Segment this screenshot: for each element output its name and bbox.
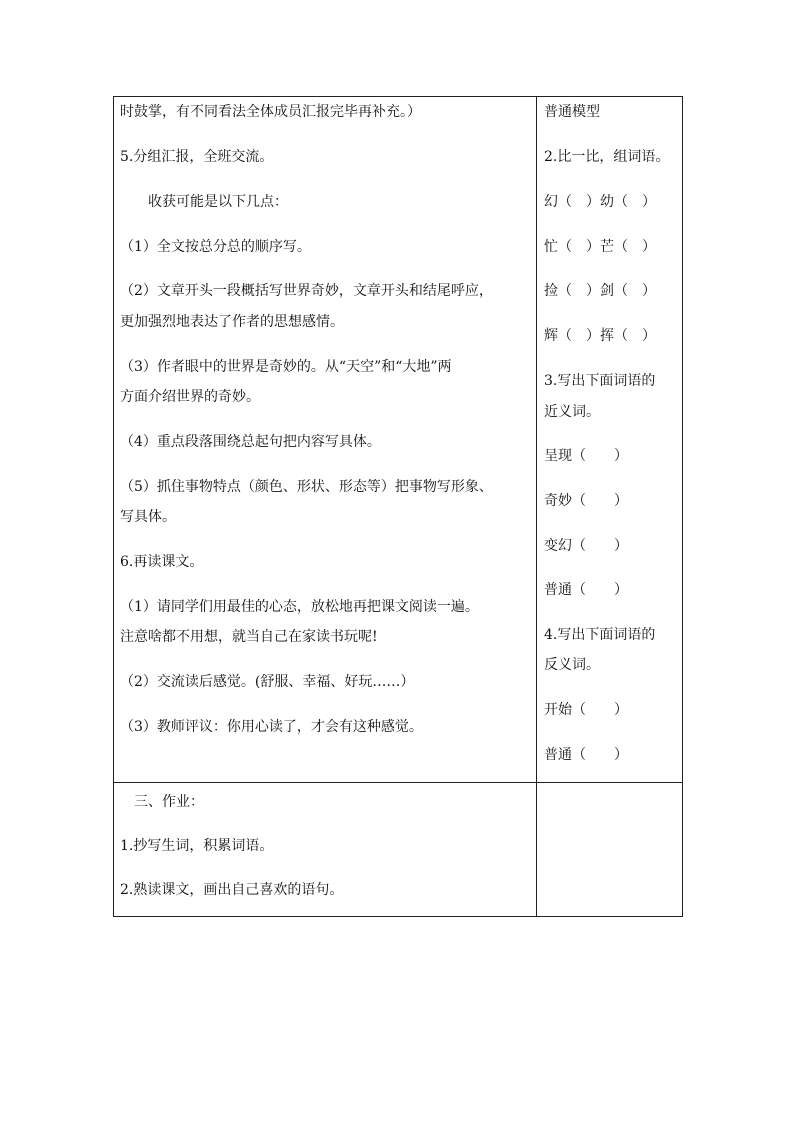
text-line: 收获可能是以下几点：	[120, 194, 288, 210]
text-line: 辉（ ）挥（ ）	[544, 328, 656, 344]
text-line: 5.分组汇报，全班交流。	[120, 149, 274, 165]
text-line: （3）作者眼中的世界是奇妙的。从“天空”和“大地”两	[120, 359, 452, 375]
text-line: 写具体。	[120, 509, 176, 525]
text-line: （3）教师评议：你用心读了，才会有这种感觉。	[120, 719, 423, 735]
text-line: 4.写出下面词语的	[544, 627, 656, 643]
text-line: （1）全文按总分总的顺序写。	[120, 239, 311, 255]
text-line: 2.比一比，组词语。	[544, 149, 670, 165]
lesson-plan-table	[113, 96, 683, 917]
text-line: 捡（ ）剑（ ）	[544, 283, 656, 299]
text-line: 普通（ ）	[544, 582, 628, 598]
empty-cell	[537, 783, 683, 917]
text-line: 注意啥都不用想，就当自己在家读书玩呢!	[120, 629, 378, 645]
text-line: 普通模型	[544, 104, 600, 120]
text-line: 近义词。	[544, 404, 600, 420]
text-line: 时鼓掌，有不同看法全体成员汇报完毕再补充。）	[120, 104, 421, 120]
text-line: 幻（ ）幼（ ）	[544, 194, 656, 210]
homework-cell	[114, 783, 537, 917]
text-line: 更加强烈地表达了作者的思想感情。	[120, 314, 344, 330]
text-line: 方面介绍世界的奇妙。	[120, 389, 260, 405]
text-line: 奇妙（ ）	[544, 493, 628, 509]
text-line: （2）文章开头一段概括写世界奇妙，文章开头和结尾呼应，	[120, 283, 493, 299]
table-row	[114, 783, 683, 917]
teaching-process-cell	[114, 97, 537, 783]
text-line: 1.抄写生词，积累词语。	[120, 838, 274, 854]
text-line: 忙（ ）芒（ ）	[544, 239, 656, 255]
text-line: （1）请同学们用最佳的心态，放松地再把课文阅读一遍。	[120, 599, 479, 615]
text-line: 6.再读课文。	[120, 554, 204, 570]
text-line: （4）重点段落围绕总起句把内容写具体。	[120, 434, 381, 450]
text-line: （2）交流读后感觉。(舒服、幸福、好玩……）	[120, 674, 415, 690]
text-line: 3.写出下面词语的	[544, 373, 656, 389]
text-line: 普通（ ）	[544, 747, 628, 763]
table-row	[114, 97, 683, 783]
text-line: 呈现（ ）	[544, 448, 628, 464]
text-line: 变幻（ ）	[544, 538, 628, 554]
exercise-cell	[537, 97, 683, 783]
text-line: 反义词。	[544, 657, 600, 673]
text-line: 三、作业：	[120, 794, 204, 810]
text-line: 开始（ ）	[544, 702, 628, 718]
text-line: （5）抓住事物特点（颜色、形状、形态等）把事物写形象、	[120, 479, 493, 495]
text-line: 2.熟读课文，画出自己喜欢的语句。	[120, 882, 344, 898]
